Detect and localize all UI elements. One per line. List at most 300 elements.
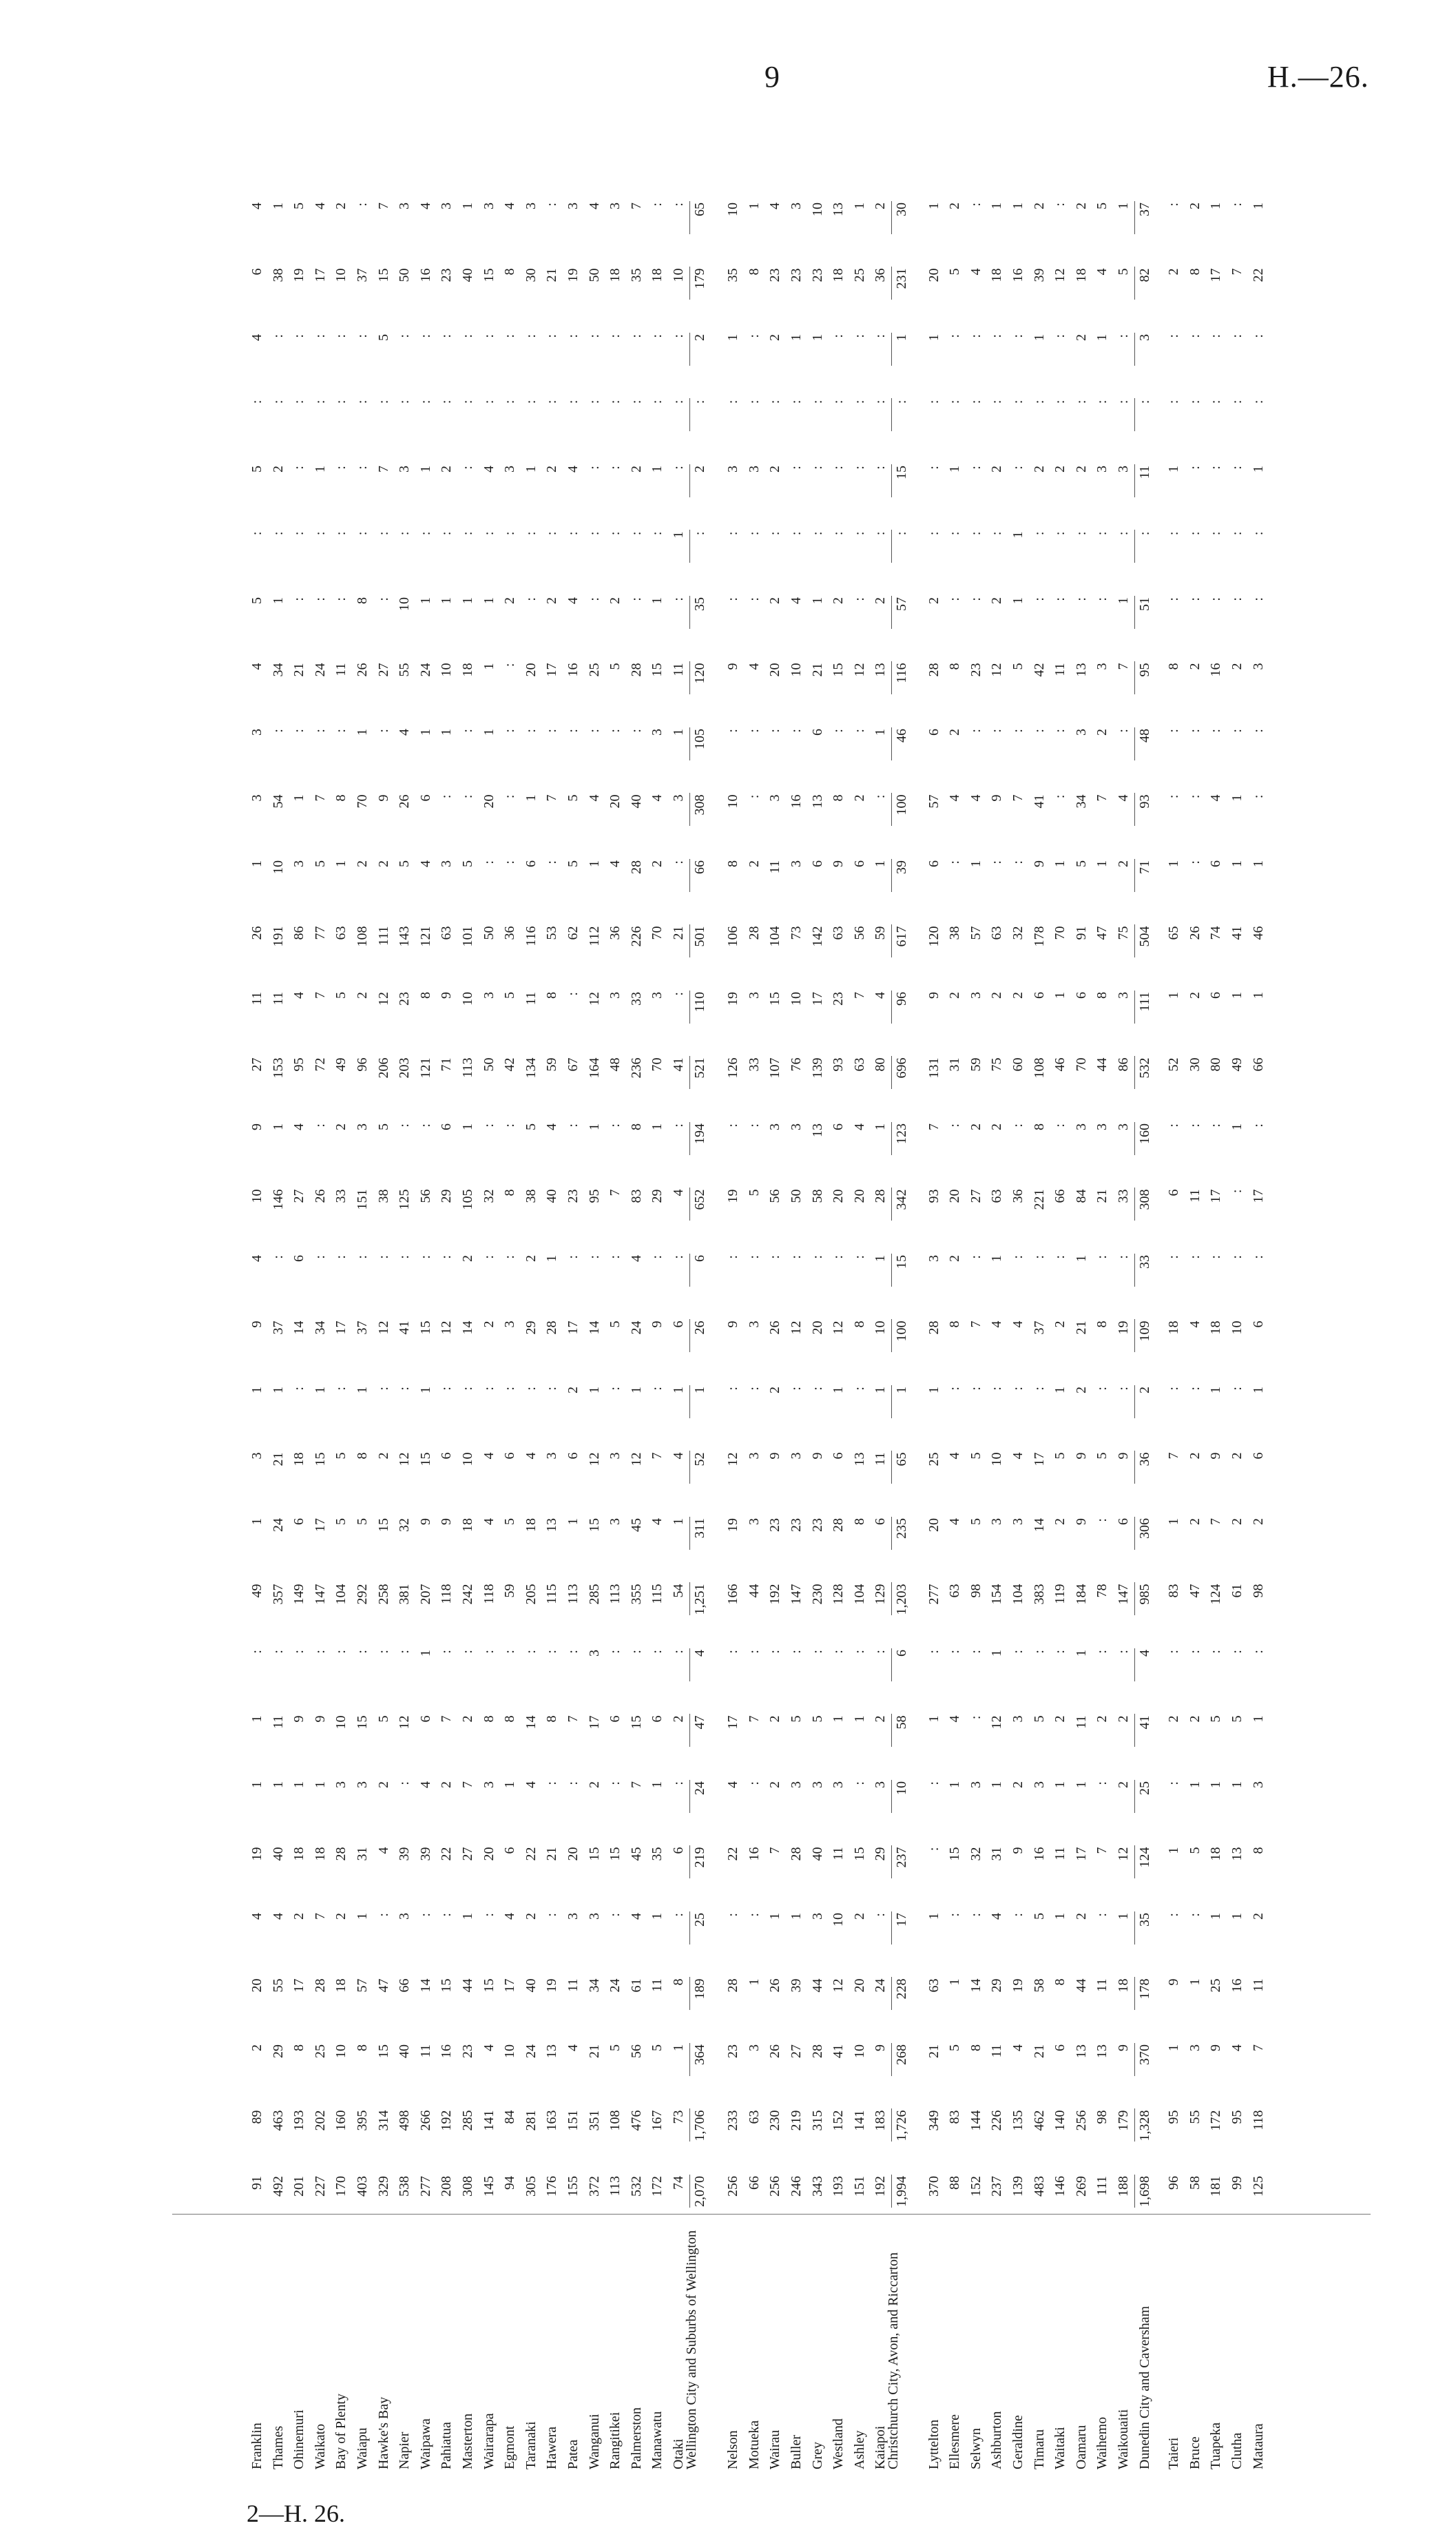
table-cell: 2 [1116,1715,1131,1723]
table-cell: : [968,729,984,733]
table-cell: 2 [1250,1913,1266,1920]
table-cell: : [725,1913,741,1917]
table-cell: 10 [725,203,741,216]
table-cell: 3 [355,1781,370,1788]
table-cell: : [947,531,963,536]
table-cell: : [270,400,286,404]
district-name: Waihemo [1094,2416,1110,2469]
table-cell: 2 [767,334,783,341]
table-cell: 349 [926,2110,942,2131]
table-cell: 15 [831,663,846,677]
table-cell: 476 [628,2110,644,2131]
table-cell: : [481,1650,497,1654]
table-cell: 65 [894,1452,909,1466]
table-cell: 23 [789,1518,804,1532]
table-cell: 4 [1229,2044,1245,2051]
district-name: Bay of Plenty [333,2394,349,2469]
table-cell: 7 [767,1847,783,1854]
total-rule [1134,1320,1135,1353]
table-cell: 8 [1187,268,1203,276]
table-cell: 521 [691,1057,707,1079]
table-cell: : [397,1123,413,1128]
table-cell: : [502,334,518,338]
table-cell: 5 [947,268,963,276]
table-cell: 55 [397,663,413,677]
table-cell: 110 [691,992,707,1013]
table-cell: 2 [333,1913,349,1920]
total-rule [689,1320,690,1353]
table-cell: 5 [947,2044,963,2051]
table-cell: : [460,466,475,470]
table-cell: : [1229,1255,1245,1259]
table-cell: 269 [1073,2176,1089,2197]
table-cell: 25 [586,663,602,677]
table-cell: 235 [894,1518,909,1539]
table-cell: : [671,1650,686,1654]
table-cell: : [1166,1255,1182,1259]
table-cell: 2 [502,597,518,604]
table-cell: 2 [1116,1781,1131,1788]
table-cell: 23 [809,1518,825,1532]
table-cell: : [291,531,307,536]
total-rule [689,1714,690,1748]
table-cell: : [565,992,581,996]
table-cell: 3 [565,1913,581,1920]
table-cell: 21 [544,1847,560,1861]
table-cell: 120 [691,663,707,684]
table-cell: 66 [746,2176,762,2190]
table-cell: 121 [417,1057,433,1079]
table-cell: 11 [831,1847,846,1860]
table-cell: 5 [375,1123,391,1130]
table-cell: 18 [607,268,623,282]
total-rule [1134,1451,1135,1484]
table-cell: 329 [375,2176,391,2197]
total-rule [689,1780,690,1813]
table-cell: 5 [1094,1452,1110,1460]
table-cell: 23 [397,992,413,1006]
table-cell: : [1166,400,1182,404]
table-cell: 1 [523,794,539,802]
table-cell: 192 [439,2110,455,2131]
table-cell: : [746,531,762,536]
table-cell: 29 [989,1978,1005,1993]
table-cell: : [851,334,867,338]
table-cell: 78 [1094,1584,1110,1598]
table-cell: 9 [249,1123,264,1130]
table-cell: 14 [968,1978,984,1993]
table-cell: : [523,334,539,338]
table-cell: : [725,1387,741,1391]
table-cell: 95 [1229,2110,1245,2124]
table-cell: 9 [249,1320,264,1328]
table-cell: 59 [544,1057,560,1072]
table-cell: 50 [481,1057,497,1072]
total-rule [891,1648,892,1681]
table-cell: 1 [1094,860,1110,867]
table-cell: : [1187,1913,1203,1917]
table-cell: 4 [628,1913,644,1920]
table-cell: 6 [502,1452,518,1460]
table-cell: 15 [355,1715,370,1730]
table-cell: 7 [1094,794,1110,802]
table-cell: 8 [746,268,762,276]
total-rule [891,267,892,300]
table-cell: : [789,466,804,470]
total-rule [1134,596,1135,629]
table-cell: 7 [1208,1518,1224,1525]
table-cell: 144 [968,2110,984,2131]
table-cell: : [851,1781,867,1785]
table-cell: : [1187,1387,1203,1391]
table-cell: 140 [1052,2110,1068,2131]
table-cell: 70 [649,926,665,940]
table-cell: : [1031,729,1047,733]
table-cell: 6 [851,860,867,867]
table-cell: 1 [873,729,888,736]
table-cell: 2 [1052,1715,1068,1723]
table-cell: 9 [873,2044,888,2051]
table-cell: 17 [586,1715,602,1730]
table-cell: 8 [1052,1978,1068,1986]
table-cell: : [968,203,984,207]
table-cell: 166 [725,1584,741,1605]
table-cell: : [1250,729,1266,733]
table-cell: : [1052,794,1068,799]
table-cell: : [947,400,963,404]
table-cell: : [1052,334,1068,338]
table-cell: 70 [1052,926,1068,940]
table-cell: 28 [628,663,644,677]
district-name: Oamaru [1073,2425,1089,2469]
table-cell: : [968,597,984,601]
table-cell: : [926,400,942,404]
table-cell: 3 [607,1452,623,1460]
table-cell: 61 [1229,1584,1245,1598]
table-cell: 2 [1073,1913,1089,1920]
table-cell: 532 [1136,1057,1152,1079]
table-cell: 1 [789,1913,804,1920]
table-cell: 1 [671,1518,686,1525]
table-cell: 3 [502,1320,518,1328]
table-cell: 3 [1250,663,1266,670]
table-cell: : [968,466,984,470]
total-rule [689,859,690,892]
table-cell: : [894,531,909,536]
table-cell: 696 [894,1057,909,1079]
table-cell: : [1187,466,1203,470]
table-cell: 2 [968,1123,984,1130]
table-cell: 311 [691,1518,707,1539]
table-cell: 192 [873,2176,888,2197]
table-cell: 1 [851,1715,867,1723]
table-cell: : [1187,1255,1203,1259]
table-cell: 155 [565,2176,581,2197]
table-cell: 4 [502,1913,518,1920]
table-cell: 8 [291,2044,307,2051]
table-cell: 33 [1116,1189,1131,1203]
table-cell: 285 [460,2110,475,2131]
table-cell: 1 [894,334,909,341]
table-cell: 246 [789,2176,804,2197]
table-cell: 8 [1250,1847,1266,1854]
table-cell: 1 [649,1781,665,1788]
table-cell: 26 [397,794,413,809]
table-cell: 4 [851,1123,867,1130]
table-cell: : [544,729,560,733]
table-cell: 1 [1052,860,1068,867]
table-cell: 1 [873,1255,888,1262]
table-cell: 1 [947,1978,963,1986]
table-cell: 118 [481,1584,497,1604]
table-cell: 95 [1136,663,1152,677]
table-cell: 123 [894,1123,909,1144]
district-name: Palmerston [628,2407,644,2469]
table-cell: 49 [1229,1057,1245,1072]
table-cell: 5 [1052,1452,1068,1460]
table-cell: 20 [249,1978,264,1993]
table-cell: 4 [397,729,413,736]
table-cell: : [1208,400,1224,404]
table-cell: : [523,729,539,733]
table-cell: 4 [586,794,602,802]
table-cell: : [565,400,581,404]
table-cell: 125 [1250,2176,1266,2197]
table-cell: 152 [968,2176,984,2197]
table-cell: 315 [809,2110,825,2131]
table-cell: 10 [460,992,475,1006]
table-cell: 38 [523,1189,539,1203]
table-cell: 135 [1010,2110,1026,2131]
table-cell: 62 [565,926,581,940]
table-cell: 18 [649,268,665,282]
table-cell: 20 [767,663,783,677]
table-cell: : [926,1781,942,1785]
total-rule [689,201,690,234]
table-cell: 2 [333,1123,349,1130]
table-cell: 9 [1208,2044,1224,2051]
district-name: Selwyn [968,2428,984,2469]
table-cell: : [809,466,825,470]
table-cell: 25 [851,268,867,282]
table-cell: : [333,334,349,338]
table-cell: 95 [291,1057,307,1072]
table-cell: 4 [1010,2044,1026,2051]
table-cell: : [544,1387,560,1391]
table-cell: : [725,400,741,404]
table-cell: 183 [873,2110,888,2131]
table-cell: 9 [375,794,391,802]
table-cell: 2 [691,334,707,341]
table-cell: : [1094,531,1110,536]
table-cell: : [1229,334,1245,338]
table-cell: : [809,531,825,536]
table-cell: : [607,466,623,470]
table-cell: 2 [767,1387,783,1393]
table-cell: 2 [460,1715,475,1723]
table-cell: 39 [1031,268,1047,282]
table-cell: : [1250,1650,1266,1654]
table-cell: : [725,729,741,733]
table-cell: 21 [586,2044,602,2058]
table-cell: 2 [1229,1518,1245,1525]
table-cell: 7 [1250,2044,1266,2051]
table-cell: 1 [968,860,984,867]
table-cell: 27 [460,1847,475,1861]
table-cell: 89 [249,2110,264,2124]
table-cell: 29 [523,1320,539,1335]
table-cell: 20 [851,1189,867,1203]
table-cell: 31 [355,1847,370,1861]
table-cell: 14 [1031,1518,1047,1532]
table-cell: : [607,1255,623,1259]
table-cell: 2 [1166,1715,1182,1723]
table-cell: 15 [767,992,783,1006]
table-cell: 178 [1031,926,1047,947]
table-cell: 41 [831,2044,846,2058]
table-cell: : [397,1650,413,1654]
table-cell: : [333,729,349,733]
table-cell: 1 [809,597,825,604]
table-cell: 119 [1052,1584,1068,1604]
table-cell: 23 [809,268,825,282]
table-cell: 60 [1010,1057,1026,1072]
table-cell: 1 [1250,860,1266,867]
data-column [172,726,1371,760]
table-cell: 23 [565,1189,581,1203]
table-cell: 1 [460,597,475,604]
table-cell: 98 [1094,2110,1110,2124]
table-cell: : [586,597,602,601]
table-cell: 30 [523,268,539,282]
total-rule [1134,1911,1135,1945]
table-cell: 142 [809,926,825,947]
table-cell: 3 [1031,1781,1047,1788]
table-cell: 1 [460,203,475,209]
table-cell: 1,251 [691,1584,707,1615]
rotated-statistics-table [172,138,1371,2469]
table-cell: 3 [397,466,413,473]
table-cell: 13 [851,1452,867,1466]
district-name: Masterton [460,2413,475,2469]
table-cell: 8 [671,1978,686,1986]
table-cell: 1 [417,1387,433,1393]
table-cell: 26 [767,2044,783,2058]
table-cell: : [375,400,391,404]
table-cell: : [565,1255,581,1259]
table-cell: 498 [397,2110,413,2131]
table-cell: 7 [746,1715,762,1723]
table-cell: 1 [544,1255,560,1262]
table-cell: 13 [1073,2044,1089,2058]
data-column [172,1187,1371,1221]
table-cell: 5 [1031,1913,1047,1920]
district-name: Pahiatua [439,2422,455,2469]
table-cell: 19 [1010,1978,1026,1993]
table-cell: 41 [1136,1715,1152,1730]
table-cell: 19 [291,268,307,282]
table-cell: 24 [607,1978,623,1993]
table-cell: 35 [1136,1913,1152,1927]
table-cell: 1 [1229,1123,1245,1130]
table-cell: : [767,531,783,536]
table-cell: 6 [691,1255,707,1262]
table-cell: : [586,334,602,338]
table-cell: : [544,860,560,864]
table-cell: 8 [333,794,349,802]
data-column [172,1252,1371,1287]
table-cell: 1 [1052,1913,1068,1920]
table-cell: 2 [1094,1715,1110,1723]
table-cell: 4 [789,597,804,604]
table-cell: 151 [851,2176,867,2197]
district-name: Ellesmere [947,2414,963,2469]
table-cell: : [607,1913,623,1917]
table-cell: : [502,531,518,536]
table-cell: : [926,1847,942,1852]
table-cell: 2 [671,1715,686,1723]
table-cell: 230 [809,1584,825,1605]
table-cell: 1 [565,1518,581,1525]
table-cell: 5 [523,1123,539,1130]
table-cell: : [270,1650,286,1654]
table-cell: 7 [460,1781,475,1788]
total-rule [689,267,690,300]
table-cell: : [1187,334,1203,338]
table-cell: 4 [481,2044,497,2051]
data-column [172,1845,1371,1879]
district-name: Hawke's Bay [375,2396,391,2469]
total-rule [689,1057,690,1090]
table-cell: 203 [397,1057,413,1079]
table-cell: 2 [767,1781,783,1788]
table-cell: 63 [746,2110,762,2124]
table-cell: 2 [523,1255,539,1262]
data-column [172,989,1371,1024]
table-cell: : [502,1255,518,1259]
table-cell: : [746,1781,762,1785]
table-cell: 1 [649,597,665,604]
district-name: Patea [565,2439,581,2469]
table-cell: 118 [439,1584,455,1604]
total-rule [891,2175,892,2208]
table-cell: 10 [851,2044,867,2058]
table-cell: 2 [1136,1387,1152,1393]
table-cell: 4 [312,203,328,209]
table-cell: 16 [565,663,581,677]
table-cell: 66 [691,860,707,874]
table-cell: 113 [607,1584,623,1604]
table-cell: 2 [355,992,370,999]
table-cell: 3 [586,1913,602,1920]
table-cell: 23 [789,268,804,282]
total-rule [689,1846,690,1879]
table-cell: : [1208,729,1224,733]
total-rule [689,596,690,629]
table-cell: : [439,1650,455,1654]
table-cell: 1,203 [894,1584,909,1615]
table-cell: : [746,794,762,799]
table-cell: 1 [671,729,686,736]
table-cell: 18 [523,1518,539,1532]
table-cell: 38 [375,1189,391,1203]
table-cell: 108 [1031,1057,1047,1079]
table-cell: 141 [851,2110,867,2131]
table-cell: : [746,1387,762,1391]
table-cell: : [1116,1255,1131,1259]
total-rule [1134,1057,1135,1090]
table-cell: 4 [649,794,665,802]
